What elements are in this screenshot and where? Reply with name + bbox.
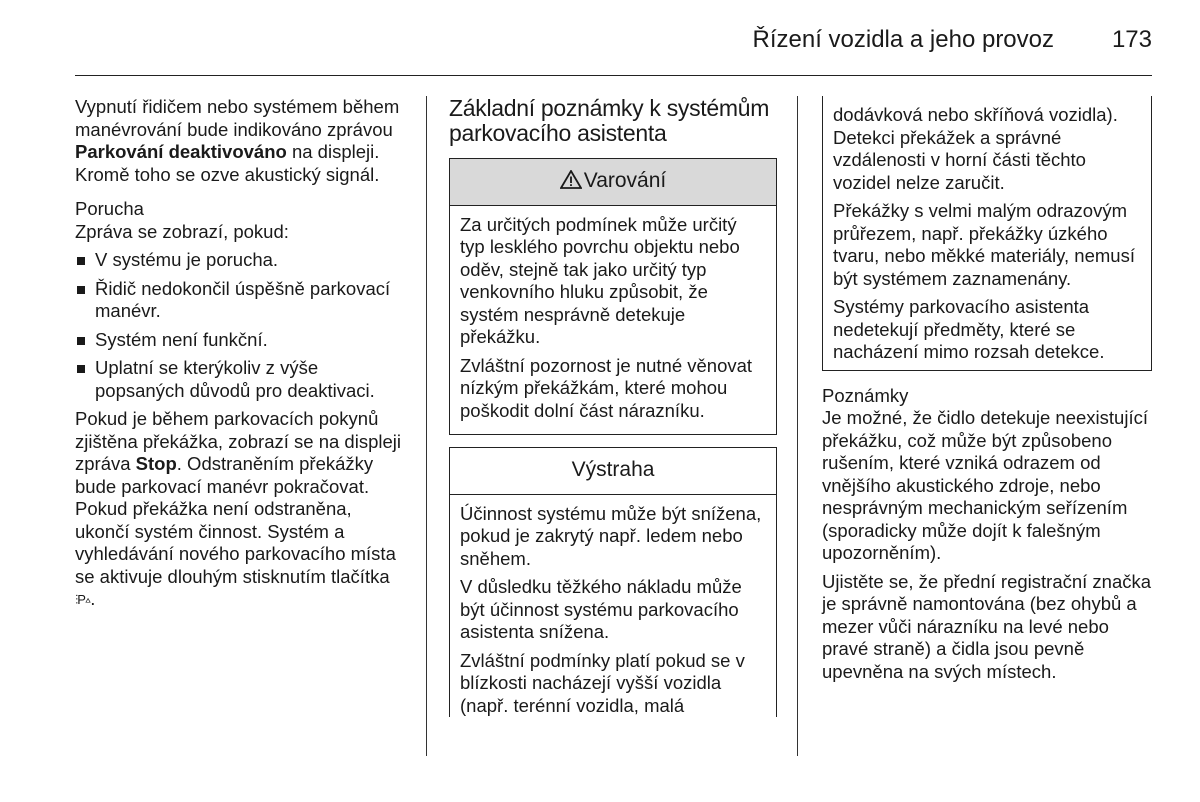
list-item: Uplatní se kterýkoliv z výše popsaných důvodů pro deaktivaci. — [75, 357, 410, 402]
fault-heading: Porucha — [75, 198, 144, 219]
caution-paragraph: Systémy parkovacího asistenta nedetekují předměty, které se nacházení mimo rozsah detekce. — [833, 296, 1105, 362]
stop-paragraph: Pokud je během parkovacích pokynů zjištěna překážka, zobrazí se na displeji zpráva Stop. Odstraněním překážky bude parkovací manévr pokračovat. Pokud překážka není odstraněna, ukončí systém činnost. Systém a vyhledávání nového parkovacího místa se aktivuje dlouhým stisknutím tlačítka ⫶P▵. — [75, 408, 401, 609]
caution-paragraph: Zvláštní podmínky platí pokud se v blízkosti nacházejí vyšší vozidla (např. terénní vozidla, malá — [460, 649, 745, 716]
list-item: V systému je porucha. — [75, 249, 410, 272]
caution-body — [450, 495, 776, 718]
header-rule — [75, 75, 1152, 76]
warning-body — [450, 206, 776, 435]
caution-box — [449, 447, 777, 717]
list-item: Řidič nedokončil úspěšně parkovací manévr. — [75, 278, 410, 323]
list-item: Systém není funkční. — [75, 329, 410, 352]
column-2 — [449, 96, 777, 717]
deactivation-paragraph: Vypnutí řidičem nebo systémem během manévrování bude indikováno zprávou Parkování deaktivováno na displeji. Kromě toho se ozve akustický signál. — [75, 96, 400, 185]
column-1 — [75, 96, 410, 618]
caution-heading: Výstraha — [450, 448, 776, 495]
caution-box-continued — [822, 96, 1152, 371]
parking-button-icon: ⫶P▵ — [75, 592, 91, 607]
warning-heading: Varování — [450, 159, 776, 206]
notes-paragraph: Ujistěte se, že přední registrační značka je správně namontována (bez ohybů a mezer vůči nárazníku na levé nebo pravé straně) a čidla jsou pevně upevněna na svých místech. — [822, 570, 1152, 682]
column-divider-left — [426, 96, 427, 756]
caution-paragraph: V důsledku těžkého nákladu může být účinnost systému parkovacího asistenta snížena. — [460, 576, 742, 642]
caution-paragraph: Účinnost systému může být snížena, pokud je zakrytý např. ledem nebo sněhem. — [460, 502, 762, 569]
message-parking-deactivated: Parkování deaktivováno — [75, 141, 287, 162]
notes-paragraph: Je možné, že čidlo detekuje neexistující překážku, což může být způsobeno rušením, které vzniká odrazem od vnějšího akustického zdroje, nebo nesprávným mechanickým seřízením (sporadicky může dojít k falešným upozorněním). — [822, 407, 1148, 563]
warning-triangle-icon — [560, 170, 582, 189]
warning-paragraph: Zvláštní pozornost je nutné věnovat nízkým překážkám, které mohou poškodit dolní část nárazníku. — [460, 354, 753, 421]
page-number: 173 — [1111, 26, 1152, 53]
message-stop: Stop — [135, 453, 177, 474]
section-title: Základní poznámky k systémům parkovacího asistenta — [449, 95, 770, 146]
warning-paragraph: Za určitých podmínek může určitý typ lesklého povrchu objektu nebo oděv, stejně tak jako určitý typ venkovního hluku způsobit, že systém nesprávně detekuje překážku. — [460, 213, 740, 347]
column-divider-right — [797, 96, 798, 756]
column-3 — [822, 96, 1152, 689]
chapter-title: Řízení vozidla a jeho provoz — [752, 26, 1054, 53]
fault-lead: Zpráva se zobrazí, pokud: — [75, 220, 289, 242]
fault-list — [75, 249, 410, 402]
caution-paragraph: Překážky s velmi malým odrazovým průřezem, např. překážky úzkého tvaru, nebo měkké materiály, nemusí být systémem zaznamenány. — [833, 200, 1135, 289]
warning-box — [449, 158, 777, 435]
notes-heading: Poznámky — [822, 384, 909, 406]
caution-paragraph: dodávková nebo skříňová vozidla). Detekci překážek a správné vzdálenosti v horní části těchto vozidel nelze zaručit. — [833, 104, 1118, 193]
